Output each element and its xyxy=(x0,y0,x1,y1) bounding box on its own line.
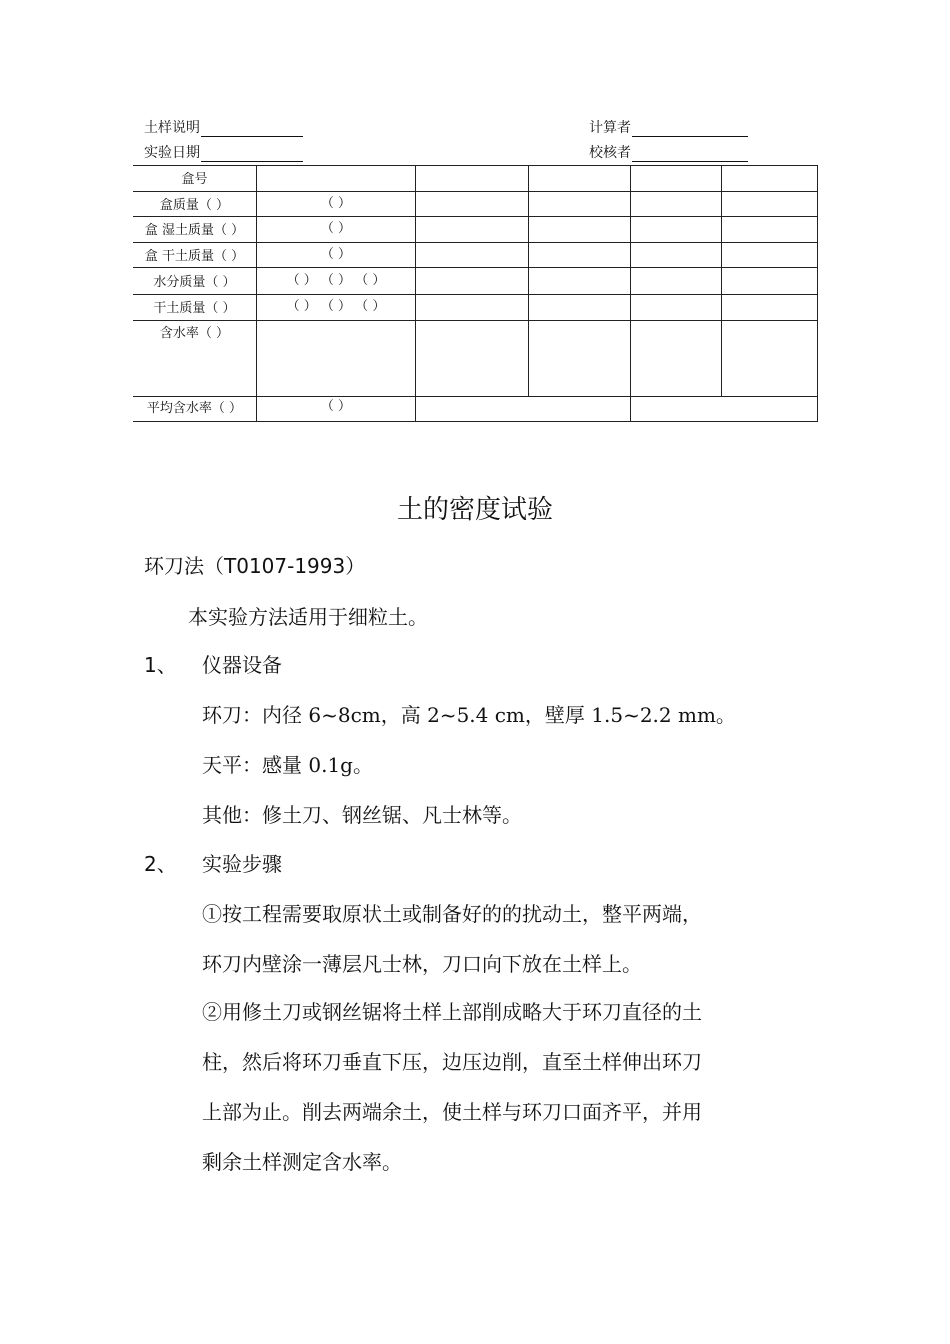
row-label-dry-soil-mass: 干土质量（ ） xyxy=(153,301,236,316)
method-heading: 环刀法（T0107-1993） xyxy=(144,554,366,578)
section-1-title: 仪器设备 xyxy=(202,653,282,677)
cell-wet-soil-mass-unit[interactable]: （ ） xyxy=(320,221,352,236)
cell-average-water-content-unit[interactable]: （ ） xyxy=(320,399,352,414)
section-2-title: 实验步骤 xyxy=(202,852,282,876)
cell-dry-mass-units[interactable]: （ ） （ ） （ ） xyxy=(286,299,386,314)
table-rule xyxy=(133,191,818,192)
table-rule xyxy=(133,165,818,166)
water-content-table xyxy=(133,165,818,422)
table-rule xyxy=(721,165,722,396)
row-label-box-wet-soil-mass: 盒 湿土质量（ ） xyxy=(144,223,245,238)
sample-description-label: 土样说明 xyxy=(144,120,200,136)
cell-water-mass-units[interactable]: （ ） （ ） （ ） xyxy=(286,273,386,288)
step-2-line-3: 上部为止。削去两端余土，使土样与环刀口面齐平，并用 xyxy=(202,1100,702,1124)
sample-description-blank[interactable] xyxy=(201,122,303,137)
table-rule xyxy=(133,267,818,268)
cell-box-mass-unit[interactable]: （ ） xyxy=(320,196,352,211)
table-rule xyxy=(133,242,818,243)
step-2-line-2: 柱，然后将环刀垂直下压，边压边削，直至土样伸出环刀 xyxy=(202,1050,702,1074)
row-label-water-content: 含水率（ ） xyxy=(159,326,230,341)
table-rule xyxy=(133,216,818,217)
step-2-line-4: 剩余土样测定含水率。 xyxy=(202,1150,402,1174)
sample-description-field xyxy=(144,119,303,137)
section-title: 土的密度试验 xyxy=(396,495,553,525)
equipment-balance: 天平：感量 0.1g。 xyxy=(202,753,373,777)
checker-blank[interactable] xyxy=(632,147,748,162)
equipment-ring-knife: 环刀：内径 6~8cm，高 2~5.4 cm，壁厚 1.5~2.2 mm。 xyxy=(202,703,736,727)
calculator-field xyxy=(589,119,748,137)
equipment-other: 其他：修土刀、钢丝锯、凡士林等。 xyxy=(202,803,522,827)
test-date-field xyxy=(144,144,303,162)
calculator-blank[interactable] xyxy=(632,122,748,137)
calculator-label: 计算者 xyxy=(589,120,631,136)
table-rule xyxy=(133,396,818,397)
step-1-line-2: 环刀内壁涂一薄层凡士林，刀口向下放在土样上。 xyxy=(202,952,642,976)
table-rule xyxy=(528,165,529,396)
row-label-water-mass: 水分质量（ ） xyxy=(153,275,236,290)
step-1-line-1: ①按工程需要取原状土或制备好的的扰动土，整平两端， xyxy=(202,902,702,926)
section-2-number: 2、 xyxy=(144,852,177,876)
row-label-box-mass: 盒质量（ ） xyxy=(159,198,230,213)
row-label-box-number: 盒号 xyxy=(181,172,208,187)
test-date-label: 实验日期 xyxy=(144,145,200,161)
row-label-box-dry-soil-mass: 盒 干土质量（ ） xyxy=(144,249,245,264)
table-rule xyxy=(630,165,631,422)
checker-field xyxy=(589,144,748,162)
step-2-line-1: ②用修土刀或钢丝锯将土样上部削成略大于环刀直径的土 xyxy=(202,1000,702,1024)
intro-paragraph: 本实验方法适用于细粒土。 xyxy=(188,605,428,629)
test-date-blank[interactable] xyxy=(201,147,303,162)
checker-label: 校核者 xyxy=(589,145,631,161)
row-label-average-water-content: 平均含水率（ ） xyxy=(146,401,243,416)
table-rule xyxy=(817,165,818,422)
cell-dry-soil-mass-unit[interactable]: （ ） xyxy=(320,247,352,262)
section-1-number: 1、 xyxy=(144,653,177,677)
table-rule xyxy=(133,320,818,321)
table-rule xyxy=(133,294,818,295)
table-rule xyxy=(133,421,818,422)
